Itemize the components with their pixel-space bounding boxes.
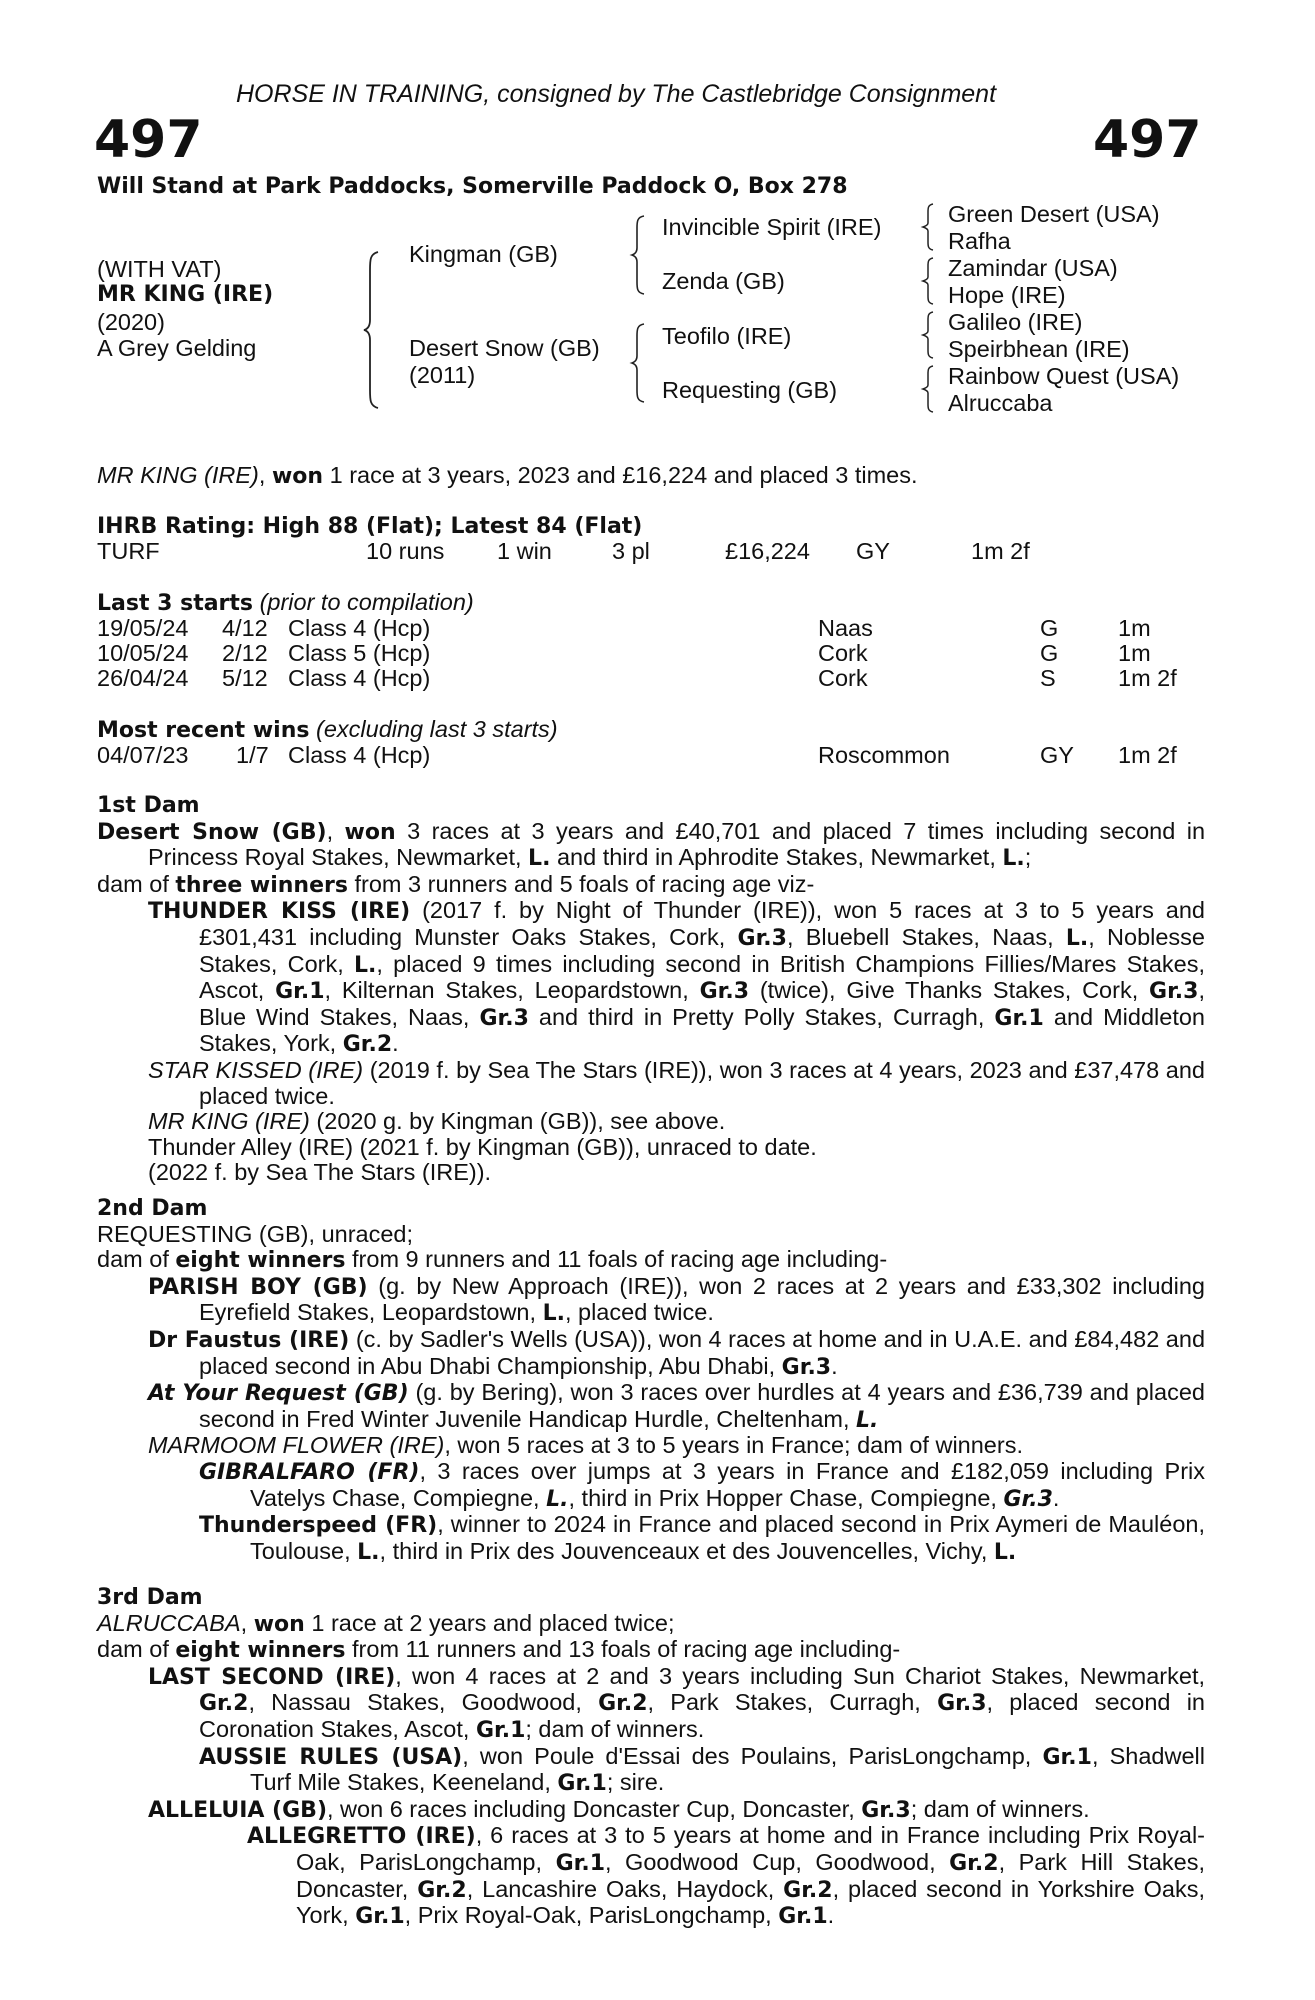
ihrb-rating: IHRB Rating: High 88 (Flat); Latest 84 (Flat): [97, 514, 643, 539]
row-date: 10/05/24: [97, 640, 189, 666]
produce-entry: MR KING (IRE) (2020 g. by Kingman (GB)), see above.: [148, 1108, 726, 1135]
lot-number-left: 497: [94, 110, 203, 170]
rating-runs: 10 runs: [366, 538, 445, 564]
produce-entry: (2022 f. by Sea The Stars (IRE)).: [148, 1159, 492, 1186]
row-class: Class 4 (Hcp): [288, 615, 431, 641]
g4-rafha: Rafha: [948, 228, 1011, 254]
produce-entry: Thunder Alley (IRE) (2021 f. by Kingman (GB)), unraced to date.: [148, 1133, 817, 1160]
last-starts-heading: Last 3 starts (prior to compilation): [97, 589, 474, 616]
produce-entry: Thunderspeed (FR), winner to 2024 in France and placed second in Prix Aymeri de Mauléon, Toulouse, L., third in Prix des Jouvenceaux et des Jouvencelles, Vichy, L.: [199, 1511, 1205, 1565]
row-date: 26/04/24: [97, 665, 189, 691]
horse-name: MR KING (IRE): [97, 282, 274, 307]
first-dam-section: [97, 793, 1205, 1186]
second-dam-section: [97, 1196, 1205, 1565]
g4-rainbow-quest: Rainbow Quest (USA): [948, 363, 1180, 389]
produce-entry: LAST SECOND (IRE), won 4 races at 2 and 3 years including Sun Chariot Stakes, Newmarket, Gr.2, Nassau Stakes, Goodwood, Gr.2, Park Stakes, Curragh, Gr.3, placed second in Coronation Stakes, Ascot, Gr.1; dam of winners.: [148, 1662, 1206, 1743]
produce-entry: PARISH BOY (GB) (g. by New Approach (IRE)), won 2 races at 2 years and £33,302 including Eyrefield Stakes, Leopardstown, L., placed twice.: [148, 1272, 1205, 1327]
pedigree-bracket-g4-1: [922, 202, 936, 252]
section-heading: 3rd Dam: [97, 1585, 203, 1610]
lot-number-right: 497: [1093, 110, 1202, 170]
produce-intro: dam of three winners from 3 runners and 5 foals of racing age viz-: [97, 870, 815, 898]
rating-placed: 3 pl: [612, 538, 650, 564]
produce-entry: MARMOOM FLOWER (IRE), won 5 races at 3 to 5 years in France; dam of winners.: [148, 1432, 1023, 1459]
row-class: Class 4 (Hcp): [288, 665, 431, 691]
row-going: GY: [1040, 742, 1074, 768]
row-course: Naas: [818, 615, 873, 641]
row-date: 19/05/24: [97, 615, 189, 641]
sire-sire: Invincible Spirit (IRE): [662, 214, 882, 240]
row-position: 5/12: [222, 665, 268, 691]
row-distance: 1m 2f: [1118, 665, 1177, 691]
rating-going: GY: [856, 538, 890, 564]
row-position: 2/12: [222, 640, 268, 666]
third-dam-section: [97, 1585, 1205, 1930]
g4-galileo: Galileo (IRE): [948, 309, 1083, 335]
produce-entry: ALLEGRETTO (IRE), 6 races at 3 to 5 years at home and in France including Prix Royal-Oak, ParisLongchamp, Gr.1, Goodwood Cup, Goodwood, Gr.2, Park Hill Stakes, Doncaster, Gr.2, Lancashire Oaks, Haydock, Gr.2, placed second in Yorkshire Oaks, York, Gr.1, Prix Royal-Oak, ParisLongchamp, Gr.1.: [247, 1822, 1205, 1930]
row-course: Roscommon: [818, 742, 950, 768]
dam-entry: Desert Snow (GB), won 3 races at 3 years and £40,701 and placed 7 times including second in Princess Royal Stakes, Newmarket, L. and third in Aphrodite Stakes, Newmarket, L.;: [97, 817, 1206, 872]
row-date: 04/07/23: [97, 742, 189, 768]
row-distance: 1m: [1118, 640, 1151, 666]
produce-entry: GIBRALFARO (FR), 3 races over jumps at 3 years in France and £182,059 including Prix Vatelys Chase, Compiegne, L., third in Prix Hopper Chase, Compiegne, Gr.3.: [199, 1457, 1205, 1512]
section-heading: 1st Dam: [97, 793, 200, 818]
row-class: Class 5 (Hcp): [288, 640, 431, 666]
pedigree-bracket-g4-2: [922, 256, 936, 306]
row-class: Class 4 (Hcp): [288, 742, 431, 768]
pedigree-bracket-sire: [632, 214, 648, 296]
row-course: Cork: [818, 665, 868, 691]
consignment-line: HORSE IN TRAINING, consigned by The Castlebridge Consignment: [236, 80, 997, 108]
sire-dam: Zenda (GB): [662, 268, 785, 294]
g4-hope: Hope (IRE): [948, 282, 1066, 308]
race-summary: MR KING (IRE), won 1 race at 3 years, 2023 and £16,224 and placed 3 times.: [97, 462, 918, 489]
rating-surface: TURF: [97, 538, 160, 564]
pedigree-bracket-dam: [632, 322, 648, 404]
row-course: Cork: [818, 640, 868, 666]
g4-green-desert: Green Desert (USA): [948, 201, 1160, 227]
produce-intro: dam of eight winners from 11 runners and 13 foals of racing age including-: [97, 1636, 901, 1664]
pedigree-bracket-g4-4: [922, 364, 936, 414]
g4-speirbhean: Speirbhean (IRE): [948, 336, 1130, 362]
produce-intro: dam of eight winners from 9 runners and 11 foals of racing age including-: [97, 1246, 888, 1274]
produce-entry: At Your Request (GB) (g. by Bering), won 3 races over hurdles at 4 years and £36,739 and placed second in Fred Winter Juvenile Handicap Hurdle, Cheltenham, L.: [148, 1379, 1205, 1433]
dam-entry: REQUESTING (GB), unraced;: [97, 1220, 414, 1247]
rating-earnings: £16,224: [725, 538, 810, 564]
produce-entry: ALLELUIA (GB), won 6 races including Doncaster Cup, Doncaster, Gr.3; dam of winners.: [148, 1795, 1090, 1823]
horse-description: A Grey Gelding: [97, 335, 257, 361]
row-going: G: [1040, 615, 1059, 641]
stand-location: Will Stand at Park Paddocks, Somerville Paddock O, Box 278: [97, 174, 848, 199]
produce-entry: AUSSIE RULES (USA), won Poule d'Essai des Poulains, ParisLongchamp, Gr.1, Shadwell Turf Mile Stakes, Keeneland, Gr.1; sire.: [199, 1742, 1205, 1797]
dam-entry: ALRUCCABA, won 1 race at 2 years and placed twice;: [97, 1609, 675, 1637]
horse-year: (2020): [97, 309, 165, 335]
section-heading: 2nd Dam: [97, 1196, 208, 1221]
row-distance: 1m: [1118, 615, 1151, 641]
g4-alruccaba: Alruccaba: [948, 390, 1053, 416]
row-going: G: [1040, 640, 1059, 666]
rating-distance: 1m 2f: [971, 538, 1030, 564]
sire: Kingman (GB): [409, 241, 558, 267]
row-position: 1/7: [236, 742, 269, 768]
pedigree-bracket-g4-3: [922, 310, 936, 360]
produce-entry: STAR KISSED (IRE) (2019 f. by Sea The Stars (IRE)), won 3 races at 4 years, 2023 and £37,478 and placed twice.: [148, 1056, 1205, 1109]
dam-sire: Teofilo (IRE): [662, 323, 792, 349]
row-going: S: [1040, 665, 1056, 691]
row-distance: 1m 2f: [1118, 742, 1177, 768]
pedigree-bracket-main: [366, 250, 386, 410]
g4-zamindar: Zamindar (USA): [948, 255, 1118, 281]
vat-label: (WITH VAT): [97, 256, 222, 282]
dam-dam: Requesting (GB): [662, 377, 838, 403]
row-position: 4/12: [222, 615, 268, 641]
produce-entry: THUNDER KISS (IRE) (2017 f. by Night of Thunder (IRE)), won 5 races at 3 to 5 years and £301,431 including Munster Oaks Stakes, Cork, Gr.3, Bluebell Stakes, Naas, L., Noblesse Stakes, Cork, L., placed 9 times including second in British Champions Fillies/Mares Stakes, Ascot, Gr.1, Kilternan Stakes, Leopardstown, Gr.3 (twice), Give Thanks Stakes, Cork, Gr.3, Blue Wind Stakes, Naas, Gr.3 and third in Pretty Polly Stakes, Curragh, Gr.1 and Middleton Stakes, York, Gr.2.: [148, 897, 1205, 1058]
recent-wins-heading: Most recent wins (excluding last 3 starts): [97, 716, 558, 743]
produce-entry: Dr Faustus (IRE) (c. by Sadler's Wells (USA)), won 4 races at home and in U.A.E. and £84,482 and placed second in Abu Dhabi Championship, Abu Dhabi, Gr.3.: [148, 1325, 1206, 1380]
dam-year: (2011): [409, 362, 476, 388]
rating-wins: 1 win: [497, 538, 552, 564]
dam: Desert Snow (GB): [409, 335, 600, 361]
